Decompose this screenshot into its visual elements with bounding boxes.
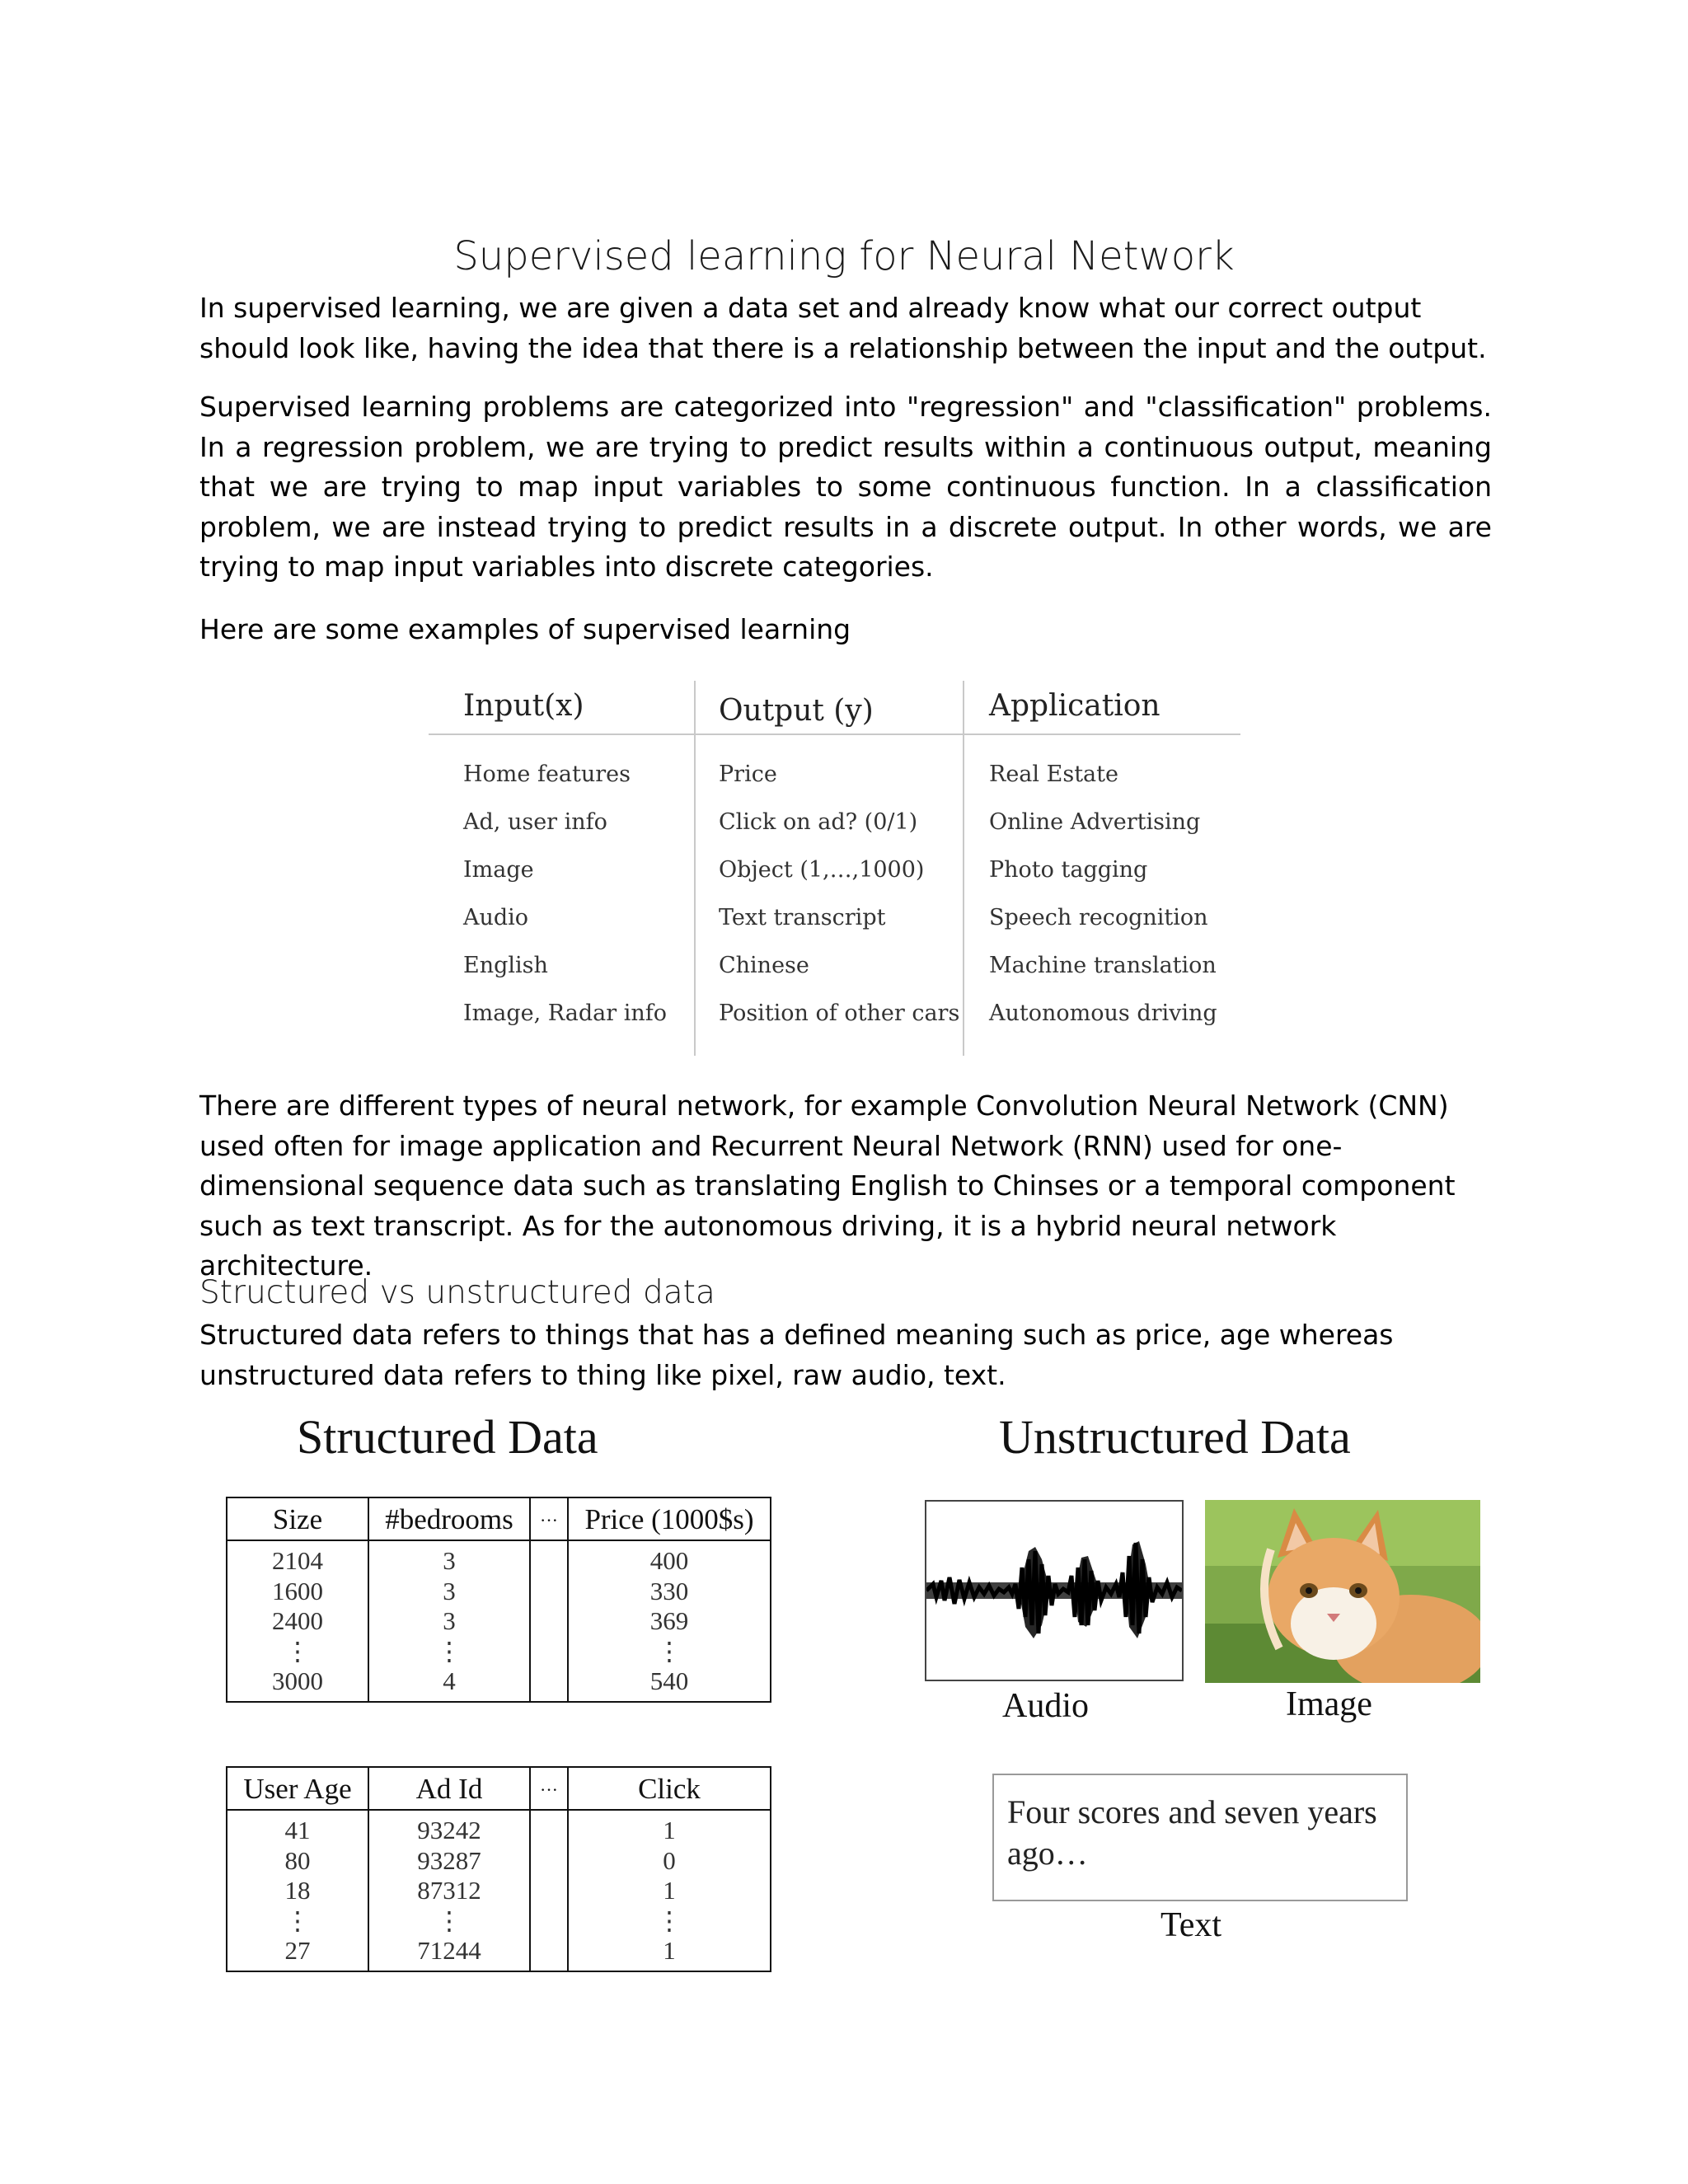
header-click: Click	[638, 1773, 701, 1805]
table-cell: Autonomous driving	[989, 1001, 1217, 1026]
header-output: Output (y)	[719, 694, 874, 728]
table-cell: Click on ad? (0/1)	[719, 809, 918, 835]
structured-data-heading: Structured Data	[297, 1410, 598, 1464]
table-cell: Real Estate	[989, 762, 1118, 787]
click-column: 1 0 1 ⋮ 1	[656, 1816, 682, 1965]
table-cell: Price	[719, 762, 777, 787]
page-title: Supervised learning for Neural Network	[453, 233, 1235, 279]
text-caption: Text	[1160, 1906, 1222, 1944]
header-user-age: User Age	[243, 1773, 352, 1805]
table-cell: Image	[463, 857, 534, 883]
table-cell: Speech recognition	[989, 905, 1208, 930]
image-caption: Image	[1286, 1685, 1372, 1723]
table-cell: Home features	[463, 762, 631, 787]
ad-id-column: 93242 93287 87312 ⋮ 71244	[417, 1816, 481, 1965]
table-cell: English	[463, 953, 548, 978]
table-cell: Online Advertising	[989, 809, 1201, 835]
header-input: Input(x)	[463, 689, 584, 723]
bedrooms-column: 3 3 3 ⋮ 4	[436, 1546, 462, 1695]
intro-paragraph: In supervised learning, we are given a data set and already know what our correct output should look like, having the idea that there is a relationship between the input and the output.	[199, 292, 1487, 364]
cat-illustration	[1205, 1500, 1480, 1683]
text-sample-box: Four scores and seven years ago…	[992, 1774, 1408, 1901]
audio-caption: Audio	[1002, 1687, 1089, 1725]
column-divider	[694, 681, 696, 1056]
table-cell: Machine translation	[989, 953, 1217, 978]
examples-table	[429, 681, 1240, 1056]
table-cell: Photo tagging	[989, 857, 1148, 883]
table-cell: Object (1,…,1000)	[719, 857, 925, 883]
header-application: Application	[989, 689, 1160, 723]
user-age-column: 41 80 18 ⋮ 27	[284, 1816, 311, 1965]
column-divider	[963, 681, 964, 1056]
waveform-graphic	[926, 1502, 1182, 1680]
header-rule	[429, 733, 1240, 735]
table-cell: Chinese	[719, 953, 809, 978]
unstructured-data-heading: Unstructured Data	[999, 1410, 1351, 1464]
table-cell: Position of other cars	[719, 1001, 960, 1026]
header-ellipsis: ···	[540, 1510, 558, 1530]
structured-paragraph: Structured data refers to things that has a defined meaning such as price, age whereas unstructured data refers to thing like pixel, raw audio, text.	[199, 1319, 1394, 1391]
header-ad-id: Ad Id	[415, 1773, 483, 1805]
regression-classification-paragraph: Supervised learning problems are categorized into "regression" and "classification" problems. In a regression problem, we are trying to predict results within a continuous output, meaning that we are trying to map input variables to some continuous function. In a classification problem, we are instead trying to predict results in a discrete output. In other words, we are trying to map input variables into discrete categories.	[199, 391, 1492, 583]
table-cell: Audio	[463, 905, 529, 930]
header-ellipsis: ···	[540, 1779, 558, 1800]
header-size: Size	[272, 1503, 323, 1535]
size-column: 2104 1600 2400 ⋮ 3000	[272, 1546, 323, 1695]
header-rule	[227, 1809, 770, 1811]
table-cell: Image, Radar info	[463, 1001, 667, 1026]
table-cell: Ad, user info	[463, 809, 607, 835]
cat-photo	[1205, 1500, 1480, 1683]
ads-table	[226, 1766, 771, 1972]
header-price: Price (1000$s)	[584, 1503, 754, 1535]
price-column: 400 330 369 ⋮ 540	[649, 1546, 689, 1695]
housing-table	[226, 1497, 771, 1703]
table-cell: Text transcript	[719, 905, 886, 930]
header-rule	[227, 1540, 770, 1541]
section-heading: Structured vs unstructured data	[199, 1274, 715, 1311]
audio-waveform-image	[925, 1500, 1184, 1681]
nn-types-paragraph: There are different types of neural network, for example Convolution Neural Network (CNN) used often for image application and Recurrent Neural Network (RNN) used for one-dimensional sequence data such as translating English to Chinses or a temporal component such as text transcript. As for the autonomous driving, it is a hybrid neural network architecture.	[199, 1090, 1456, 1282]
header-bedrooms: #bedrooms	[385, 1503, 513, 1535]
examples-intro: Here are some examples of supervised learning	[199, 613, 851, 645]
